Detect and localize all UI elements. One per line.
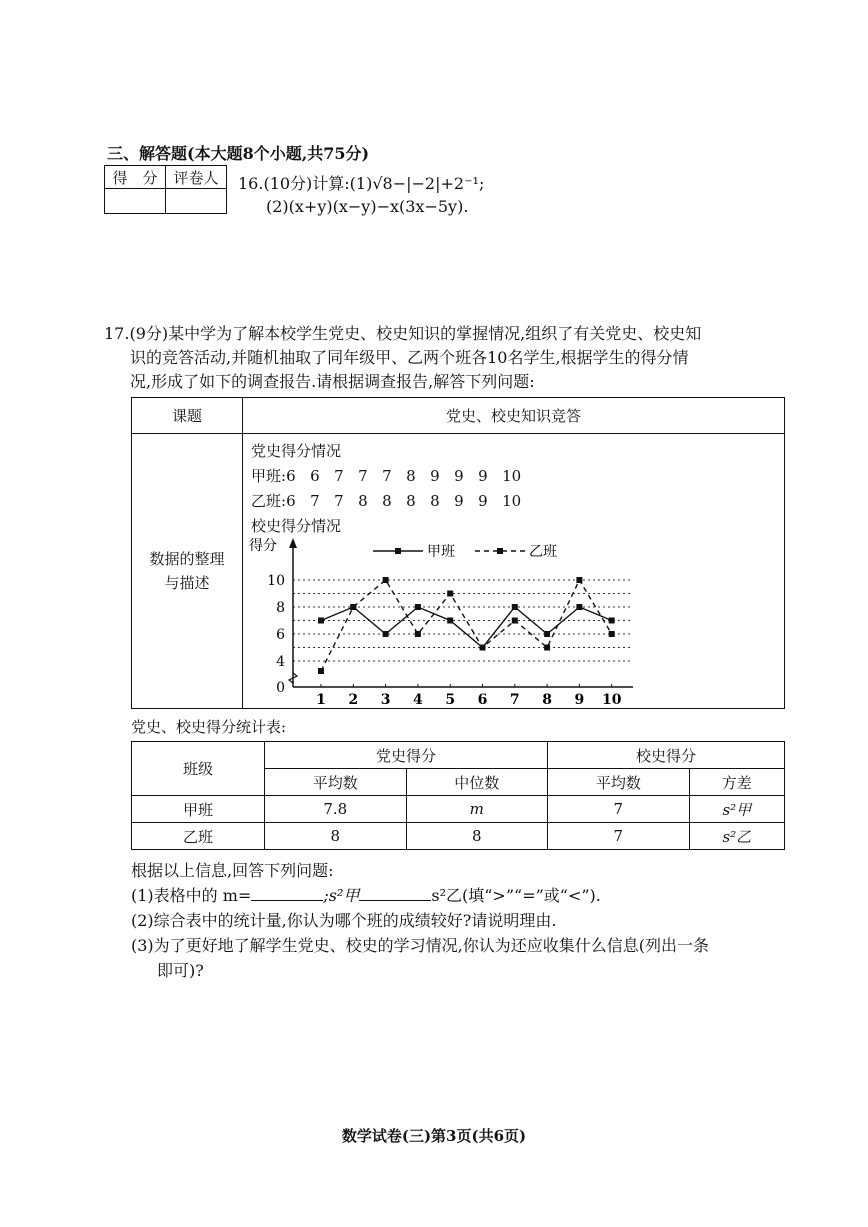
page-footer: 数学试卷(三)第3页(共6页): [341, 1127, 527, 1145]
data-point-class-a: [609, 618, 615, 624]
header-party: 党史得分: [265, 742, 548, 769]
row-class: 甲班: [132, 796, 265, 823]
legend-label: 甲班: [427, 544, 455, 560]
class-b-label: 乙班:: [251, 492, 287, 510]
x-tick-label: 8: [542, 692, 552, 706]
answer-3-line1: (3)为了更好地了解学生党史、校史的学习情况,你认为还应收集什么信息(列出一条: [131, 936, 709, 955]
answer-1-mid: ;s²甲: [323, 886, 360, 905]
reviewer-cell[interactable]: [166, 189, 227, 214]
grade-box: [104, 165, 227, 214]
row-school-mean: 7: [548, 796, 690, 823]
data-label-line1: 数据的整理: [149, 550, 225, 568]
data-point-class-b: [447, 591, 453, 597]
x-tick-label: 10: [601, 692, 622, 706]
topic-value: 党史、校史知识竞答: [243, 398, 785, 434]
x-tick-label: 6: [477, 692, 488, 706]
y-tick-label: 8: [276, 600, 285, 616]
row-party-median: m: [406, 796, 548, 823]
x-tick-label: 2: [348, 692, 359, 706]
data-point-class-b: [576, 577, 582, 583]
data-point-class-b: [318, 668, 324, 674]
compare-blank[interactable]: [359, 884, 431, 901]
legend-marker: [395, 548, 401, 554]
x-tick-label: 1: [316, 692, 326, 706]
class-a-score: 9: [454, 467, 464, 485]
party-title: 党史得分情况: [251, 442, 342, 460]
y-tick-label: 4: [276, 654, 285, 670]
school-title: 校史得分情况: [251, 517, 342, 535]
class-a-score: 8: [406, 467, 416, 485]
row-party-mean: 7.8: [265, 796, 407, 823]
data-point-class-a: [576, 604, 582, 610]
row-party-median: 8: [406, 823, 548, 850]
data-point-class-b: [415, 631, 421, 637]
class-a-score: 7: [382, 467, 392, 485]
q16-line2: (2)(x+y)(x−y)−x(3x−5y).: [266, 197, 469, 216]
x-tick-label: 9: [574, 692, 585, 706]
class-b-score: 7: [310, 492, 320, 510]
row-party-mean: 8: [265, 823, 407, 850]
class-a-score: 6: [286, 467, 296, 485]
class-b-score: 9: [454, 492, 464, 510]
class-a-label: 甲班:: [251, 467, 287, 485]
header-school-mean: 平均数: [548, 769, 690, 796]
x-tick-label: 7: [509, 692, 520, 706]
series-line-class-a: [321, 607, 612, 648]
y-tick-label: 10: [267, 573, 285, 589]
q17-intro-line2: 识的竞答活动,并随机抽取了同年级甲、乙两个班各10名学生,根据学生的得分情: [130, 348, 689, 367]
answer-3-line2: 即可)?: [157, 961, 204, 980]
reviewer-label: 评卷人: [166, 166, 227, 189]
q17-intro-line3: 况,形成了如下的调查报告.请根据调查报告,解答下列问题:: [130, 372, 535, 391]
stats-table-label: 党史、校史得分统计表:: [131, 718, 287, 736]
answers-section: [131, 858, 791, 983]
class-a-score: 9: [478, 467, 488, 485]
data-point-class-b: [480, 645, 486, 651]
stats-table: [131, 741, 785, 850]
score-cell[interactable]: [105, 189, 166, 214]
x-tick-label: 4: [413, 692, 423, 706]
data-label-line2: 与描述: [164, 574, 210, 592]
row-class: 乙班: [132, 823, 265, 850]
q16-line1: 16.(10分)计算:(1)√8−|−2|+2⁻¹;: [238, 174, 485, 193]
data-point-class-a: [415, 604, 421, 610]
data-point-class-a: [383, 631, 389, 637]
class-a-score: 7: [334, 467, 344, 485]
legend-label: 乙班: [529, 544, 557, 560]
class-b-score: 8: [382, 492, 392, 510]
class-a-party-row: [251, 465, 526, 486]
table-row: [132, 796, 785, 823]
chart-series: [318, 577, 615, 674]
section-title: 三、解答题(本大题8个小题,共75分): [107, 144, 370, 163]
header-class: 班级: [132, 742, 265, 796]
data-point-class-b: [350, 604, 356, 610]
chart-legend: [373, 544, 557, 560]
class-b-party-row: [251, 490, 526, 511]
answer-1-pre: (1)表格中的 m=: [131, 886, 252, 905]
class-b-score: 9: [478, 492, 488, 510]
y-tick-label: 6: [276, 627, 285, 643]
chart-grid: [293, 580, 633, 661]
data-point-class-b: [383, 577, 389, 583]
class-a-score: 10: [502, 467, 522, 485]
chart-axes: [249, 538, 633, 706]
class-b-score: 10: [502, 492, 522, 510]
data-label: [132, 434, 243, 709]
row-school-variance: s²甲: [689, 796, 784, 823]
data-point-class-a: [512, 604, 518, 610]
header-party-median: 中位数: [406, 769, 548, 796]
q17-intro-line1: 17.(9分)某中学为了解本校学生党史、校史知识的掌握情况,组织了有关党史、校史知: [104, 324, 702, 343]
header-school: 校史得分: [548, 742, 785, 769]
class-b-score: 8: [430, 492, 440, 510]
school-score-chart: [243, 534, 783, 706]
class-a-score: 9: [430, 467, 440, 485]
y-axis-label: 得分: [249, 538, 277, 554]
header-school-variance: 方差: [689, 769, 784, 796]
class-b-score: 7: [334, 492, 344, 510]
data-point-class-a: [318, 618, 324, 624]
data-point-class-b: [609, 631, 615, 637]
score-label: 得 分: [105, 166, 166, 189]
answers-lead: 根据以上信息,回答下列问题:: [131, 861, 334, 880]
class-b-score: 8: [358, 492, 368, 510]
x-tick-label: 5: [445, 692, 456, 706]
data-point-class-b: [512, 618, 518, 624]
y-tick-label: 0: [276, 680, 285, 696]
class-a-score: 6: [310, 467, 320, 485]
data-point-class-a: [544, 631, 550, 637]
legend-marker: [497, 548, 503, 554]
class-b-score: 8: [406, 492, 416, 510]
x-tick-label: 3: [380, 692, 391, 706]
m-blank[interactable]: [251, 884, 323, 901]
answer-1-post: s²乙(填“>”“=”或“<”).: [431, 886, 601, 905]
row-school-variance: s²乙: [689, 823, 784, 850]
data-point-class-a: [447, 618, 453, 624]
report-table: [131, 397, 785, 709]
answer-1: [131, 883, 791, 908]
table-row: [132, 823, 785, 850]
header-party-mean: 平均数: [265, 769, 407, 796]
topic-label: 课题: [132, 398, 243, 434]
data-point-class-b: [544, 645, 550, 651]
q17-intro: [104, 322, 794, 394]
row-school-mean: 7: [548, 823, 690, 850]
class-a-score: 7: [358, 467, 368, 485]
class-b-score: 6: [286, 492, 296, 510]
answer-2: (2)综合表中的统计量,你认为哪个班的成绩较好?请说明理由.: [131, 911, 557, 930]
report-data-cell: [243, 434, 785, 709]
y-axis-arrow: [289, 538, 297, 548]
